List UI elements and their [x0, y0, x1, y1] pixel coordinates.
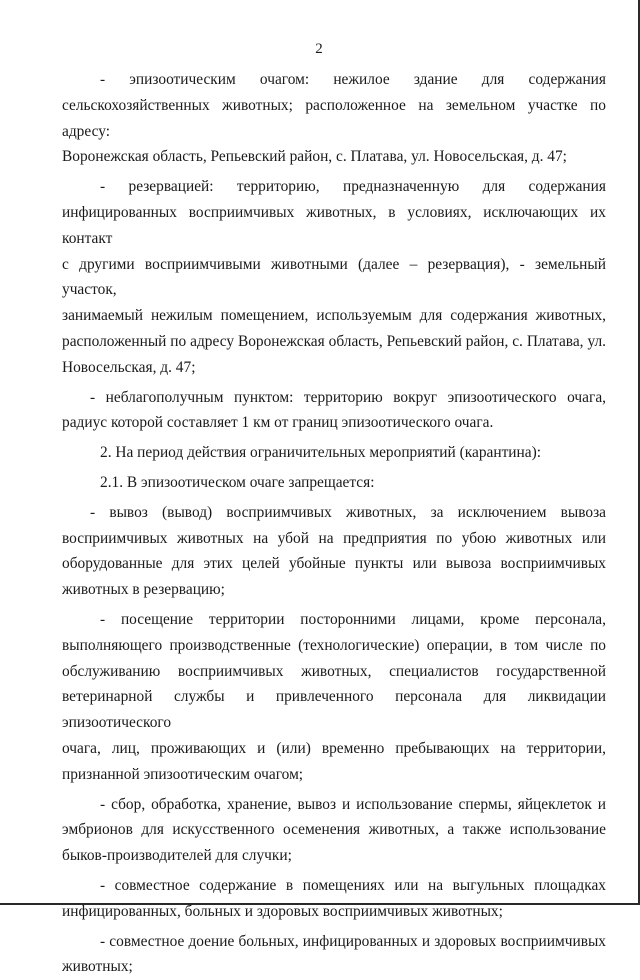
paragraph-joint-keeping-ban: [62, 873, 606, 925]
text-line: ветеринарной службы и привлеченного персонала для ликвидации эпизоотического: [62, 684, 606, 736]
text-line: - сбор, обработка, хранение, вывоз и использование спермы, яйцеклеток и: [62, 792, 606, 818]
text-line: быков-производителей для случки;: [62, 843, 606, 869]
paragraph-sperm-ban: [62, 792, 606, 869]
text-line: инфицированных, больных и здоровых восприимчивых животных;: [62, 899, 606, 925]
text-line: - резервацией: территорию, предназначенную для содержания: [62, 174, 606, 200]
text-line: - совместное содержание в помещениях или на выгульных площадках: [62, 873, 606, 899]
paragraph-joint-milking-ban: [62, 929, 606, 980]
text-line: радиус которой составляет 1 км от границ эпизоотического очага.: [62, 410, 606, 436]
text-line: инфицированных восприимчивых животных, в условиях, исключающих их контакт: [62, 200, 606, 252]
paragraph-section-2: [62, 440, 606, 466]
paragraph-section-2-1: [62, 470, 606, 496]
text-line: Воронежская область, Репьевский район, с. Платава, ул. Новосельская, д. 47;: [62, 144, 606, 170]
text-line: с другими восприимчивыми животными (далее – резервация), - земельный участок,: [62, 252, 606, 304]
text-line: сельскохозяйственных животных; расположенное на земельном участке по адресу:: [62, 93, 606, 145]
text-line: выполняющего производственные (технологические) операции, в том числе по: [62, 633, 606, 659]
text-line: оборудованные для этих целей убойные пункты или вывоза восприимчивых: [62, 551, 606, 577]
text-line: животных в резервацию;: [62, 577, 606, 603]
paragraph-epizootic-focus: [62, 67, 606, 170]
text-line: очага, лиц, проживающих и (или) временно пребывающих на территории,: [62, 736, 606, 762]
page-number: 2: [0, 41, 638, 58]
text-line: - совместное доение больных, инфицированных и здоровых восприимчивых: [62, 929, 606, 955]
text-line: - посещение территории посторонними лицами, кроме персонала,: [62, 607, 606, 633]
document-body: [62, 67, 606, 980]
text-line: расположенный по адресу Воронежская область, Репьевский район, с. Платава, ул.: [62, 329, 606, 355]
text-line: - вывоз (вывод) восприимчивых животных, за исключением вывоза: [62, 500, 606, 526]
text-line: восприимчивых животных на убой на предприятия по убою животных или: [62, 526, 606, 552]
text-line: эмбрионов для искусственного осеменения животных, а также использование: [62, 817, 606, 843]
text-line: - эпизоотическим очагом: нежилое здание для содержания: [62, 67, 606, 93]
text-line: признанной эпизоотическим очагом;: [62, 762, 606, 788]
text-line: занимаемый нежилым помещением, используемым для содержания животных,: [62, 303, 606, 329]
paragraph-reservation: [62, 174, 606, 380]
paragraph-unfavorable-point: [62, 385, 606, 437]
paragraph-removal-ban: [62, 500, 606, 603]
text-line: 2.1. В эпизоотическом очаге запрещается:: [62, 470, 606, 496]
text-line: обслуживанию восприимчивых животных, специалистов государственной: [62, 659, 606, 685]
paragraph-visit-ban: [62, 607, 606, 788]
text-line: - неблагополучным пунктом: территорию вокруг эпизоотического очага,: [62, 385, 606, 411]
text-line: животных;: [62, 954, 606, 980]
text-line: Новосельская, д. 47;: [62, 355, 606, 381]
text-line: 2. На период действия ограничительных мероприятий (карантина):: [62, 440, 606, 466]
